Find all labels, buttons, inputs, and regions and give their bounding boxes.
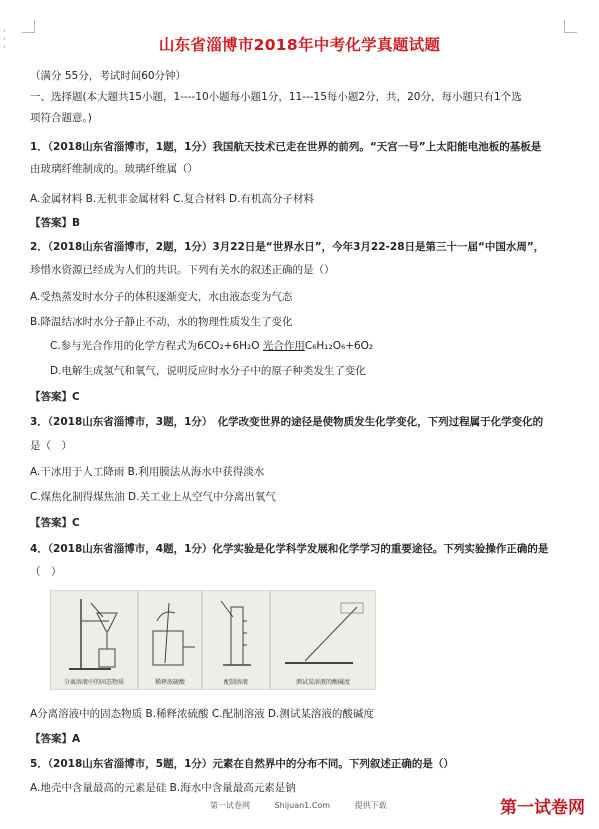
figure-filtration xyxy=(50,590,138,690)
question-1-options: A.金属材料 B.无机非金属材料 C.复合材料 D.有机高分子材料 xyxy=(30,193,314,205)
question-1-answer: 【答案】B xyxy=(30,217,81,229)
question-2-option-c: C.参与光合作用的化学方程式为6CO₂+6H₂O 光合作用C₆H₁₂O₆+6O₂ xyxy=(50,340,374,352)
page-title: 山东省淄博市2018年中考化学真题试题 xyxy=(158,36,441,54)
figure-dilution xyxy=(138,590,202,690)
section-heading-cont: 项符合题意。) xyxy=(30,112,92,124)
page-corner-mark-left xyxy=(22,20,35,33)
dilution-beaker-icon xyxy=(139,591,201,689)
figure-caption-c: 配制溶液 xyxy=(223,679,248,686)
footer-site-url: Shijuan1.Com xyxy=(274,801,331,810)
question-5-options: A.地壳中含量最高的元素是硅 B.海水中含量最高元素是钠 xyxy=(30,782,296,794)
question-1-stem: 1．（2018山东省淄博市，1题，1分）我国航天技术已走在世界的前列。“天宫一号”上太阳能电池板的基板是 xyxy=(30,141,542,153)
page-footer xyxy=(210,800,409,811)
measuring-cylinder-icon xyxy=(203,591,269,689)
question-3-stem-cont: 是（ ） xyxy=(30,440,72,452)
figure-ph-test xyxy=(270,590,376,690)
question-4-stem-cont: （ ） xyxy=(30,566,62,578)
question-3-options-cd: C.煤焦化制得煤焦油 D.关工业上从空气中分离出氧气 xyxy=(30,491,276,503)
question-2-option-a: A.受热蒸发时水分子的体积逐渐变大，水由液态变为气态 xyxy=(30,291,293,303)
section-heading: 一、选择题(本大题共15小题，1----10小题每小题1分，11---15每小题2分，共，20分，每小题只有1个选 xyxy=(30,91,522,103)
question-3-options-ab: A.干冰用于人工降雨 B.利用膜法从海水中获得淡水 xyxy=(30,466,265,478)
question-4-figure xyxy=(50,590,380,690)
ph-test-strip-icon xyxy=(271,591,375,689)
figure-caption-d: 测试某溶液的酸碱度 xyxy=(295,679,350,686)
figure-caption-b: 稀释浓硫酸 xyxy=(154,679,185,686)
exam-info: （满分 55分，考试时间60分钟） xyxy=(30,70,187,82)
filtration-apparatus-icon xyxy=(51,591,137,689)
question-4-options: A分离溶液中的固态物质 B.稀释浓硫酸 C.配制溶液 D.测试某溶液的酸碱度 xyxy=(30,708,374,720)
figure-solution-prep xyxy=(202,590,270,690)
page-edge-marker: · · · xyxy=(3,27,6,53)
brand-logo: 第一试卷网 xyxy=(500,798,585,818)
footer-site-name: 第一试卷网 xyxy=(210,801,250,810)
question-3-answer: 【答案】C xyxy=(30,517,80,529)
question-2-stem-cont: 珍惜水资源已经成为人们的共识。下列有关水的叙述正确的是（） xyxy=(30,264,335,276)
question-5-stem: 5．（2018山东省淄博市，5题，1分）元素在自然界中的分布不同。下列叙述正确的是（） xyxy=(30,758,454,770)
question-2-option-d: D.电解生成氢气和氧气，说明反应时水分子中的原子种类发生了变化 xyxy=(50,365,366,377)
question-2-option-b: B.降温结冰时水分子静止不动，水的物理性质发生了变化 xyxy=(30,316,293,328)
page-corner-mark-right xyxy=(564,20,577,33)
footer-download-label: 提供下载 xyxy=(354,801,387,810)
question-2-answer: 【答案】C xyxy=(30,391,80,403)
question-3-stem: 3．（2018山东省淄博市，3题，1分） 化学改变世界的途径是使物质发生化学变化，下列过程属于化学变化的 xyxy=(30,416,544,428)
question-4-answer: 【答案】A xyxy=(30,733,81,745)
figure-caption-a: 分离溶液中的固态物质 xyxy=(63,679,124,686)
question-4-stem: 4．（2018山东省淄博市，4题，1分）化学实验是化学科学发展和化学学习的重要途径。下列实验操作正确的是 xyxy=(30,543,549,555)
question-1-stem-cont: 由玻璃纤维制成的。玻璃纤维属（） xyxy=(30,163,198,175)
question-2-stem: 2．（2018山东省淄博市，2题，1分）3月22日是“世界水日”，今年3月22-28日是第三十一届“中国水周”， xyxy=(30,241,545,253)
